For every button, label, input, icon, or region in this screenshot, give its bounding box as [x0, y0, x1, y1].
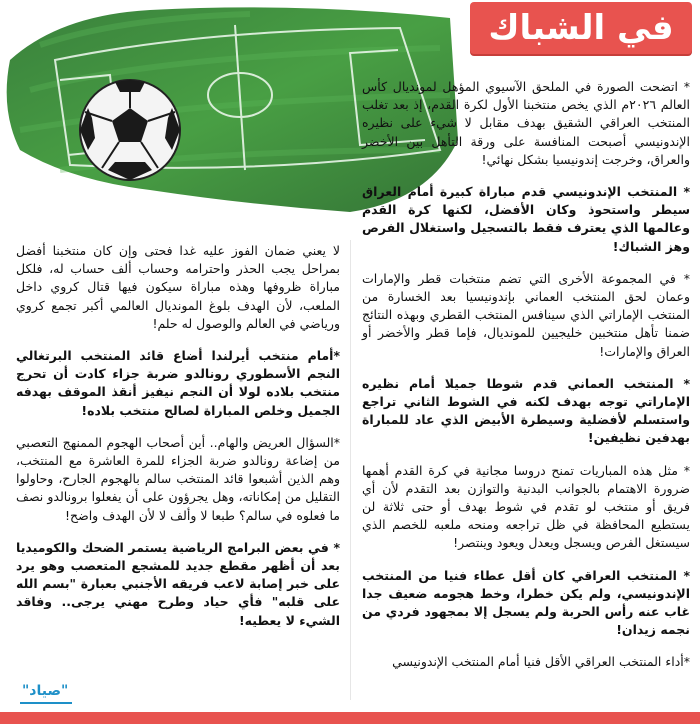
signature-underline	[20, 702, 72, 704]
section-title: في الشباك	[488, 8, 674, 48]
paragraph: * في المجموعة الأخرى التي تضم منتخبات قطر والإمارات وعمان لحق المنتخب العماني بإندونيسيا بعد الخسارة من المنتخب الإماراتي الذي سينافس المنتخب القطري وبهذه النتائج ضمنا تأهل منتخبين خليجيين للمونديال، فإما قطر والأخضر أو العراق والإمارات!	[362, 270, 690, 359]
paragraph-bold: * في بعض البرامج الرياضية يستمر الضحك والكوميديا بعد أن أظهر مقطع جديد للمشجع المتعصب وهو يرد على خبر إصابة لاعب فريقه الأجنبي بعبارة "بسم الله على قلبه" فأي حياد وطرح مهني يرجى.. وفاقد الشيء لا يعطيه!	[16, 539, 340, 628]
paragraph-bold: * المنتخب الإندونيسي قدم مباراة كبيرة أمام العراق سيطر واستحوذ وكان الأفضل، لكنها كرة القدم وعالمها الذي يعترف فقط بالتسجيل واستغلال الفرص وهز الشباك!	[362, 184, 690, 254]
paragraph: *السؤال العريض والهام.. أين أصحاب الهجوم الممنهج التعصبي من إضاعة رونالدو ضربة الجزاء للمرة العاشرة مع المنتخب، وهم الذين أشبعوا قائد المنتخب سالم بالهجوم الجارح، وحاولوا التقليل من إمكاناته، وهل يجرؤون على أن يفعلوا برونالدو نصف ما فعلوه في سالم؟ طبعا لا وألف لا لأن الهدف واضح!	[16, 434, 340, 523]
left-column	[16, 242, 340, 644]
paragraph-bold: *أمام منتخب أيرلندا أضاع قائد المنتخب البرتغالي النجم الأسطوري رونالدو ضربة جزاء كادت أن تحرج منتخب بلاده لولا أن النجم نيفيز أنقذ الموقف بهدفه الجميل وخلص المباراة لصالح منتخب بلاده!	[16, 348, 340, 418]
paragraph-bold: * المنتخب العراقي كان أقل عطاء فنيا من المنتخب الإندونيسي، ولم يكن خطرا، وخط هجومه ضعيف جدا غاب عنه رأس الحربة ولم يسجل إلا بمجهود فردي من نجمه زيدان!	[362, 567, 690, 638]
section-title-box	[470, 2, 692, 54]
paragraph: *أداء المنتخب العراقي الأقل فنيا أمام المنتخب الإندونيسي	[392, 654, 690, 670]
right-column	[362, 78, 690, 686]
author-signature: "صياد"	[22, 683, 69, 699]
football-icon	[80, 80, 180, 180]
paragraph: لا يعني ضمان الفوز عليه غدا فحتى وإن كان منتخبنا أفضل بمراحل يجب الحذر واحترامه وحساب ألف حساب له، فلكل مباراة ظروفها وهذه مباراة سيكون فيها قتال كروي داخل الملعب، لأن الهدف بلوغ المونديال العالمي أكبر تجمع كروي ورياضي في العالم والوصول له حلم!	[16, 243, 340, 331]
bottom-accent-bar	[0, 712, 700, 724]
paragraph: * اتضحت الصورة في الملحق الآسيوي المؤهل لمونديال كأس العالم ٢٠٢٦م الذي يخص منتخبنا الأول لكرة القدم، إذ بعد تغلب المنتخب العراقي الشقيق بهدف مقابل لا شيء على نظيره الإندونيسي أصبحت المنافسة على ورقة التأهل بين الأخضر والعراق، وخرجت إندونيسيا بشكل نهائي!	[362, 79, 690, 167]
column-divider	[350, 240, 351, 700]
paragraph: * مثل هذه المباريات تمنح دروسا مجانية في كرة القدم أهمها ضرورة الاهتمام بالجوانب البدنية والتوازن بعد التقدم لأن أي فريق أو منتخب لو تقدم في شوط بهدف أو حتى ثلاثة لن يستطيع المحافظة في ظل تراجعه ومنحه ملعبه للخصم الذي سيستغل الفرص ويسجل ويعدل ويعود وينتصر!	[362, 462, 690, 551]
paragraph-bold: * المنتخب العماني قدم شوطا جميلا أمام نظيره الإماراتي توجه بهدف لكنه في الشوط الثاني تراجع واستسلم لأفضلية وسيطرة الأبيض الذي عاد للمباراة بهدفين نظيفين!	[362, 375, 690, 446]
